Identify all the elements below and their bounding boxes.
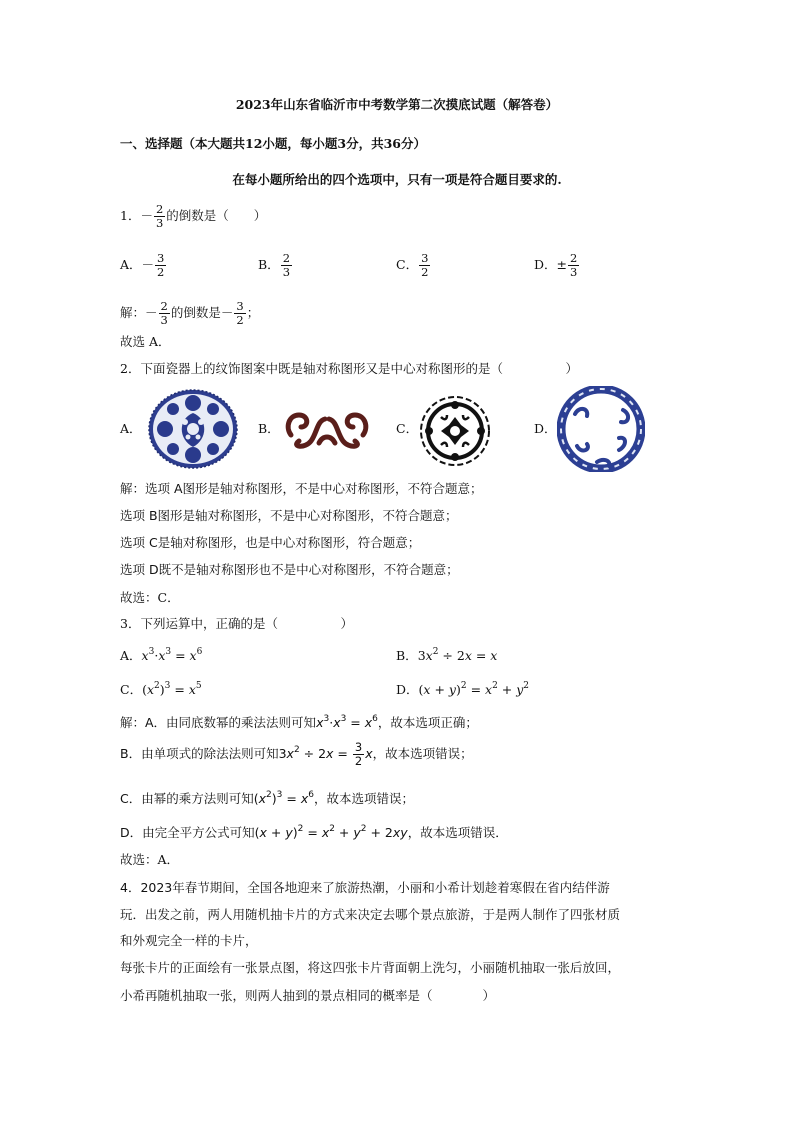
question-3-stem: 3．下列运算中，正确的是（ ） [120,616,353,631]
fraction: $\frac{2}{3}$ [155,202,164,230]
q4-stem-line-2: 玩．出发之前，两人用随机抽卡片的方式来决定去哪个景点旅游，于是两人制作了四张材质 [120,907,621,922]
page-title: 2023年山东省临沂市中考数学第二次摸底试题（解答卷） [235,97,559,112]
q4-stem-line-4: 每张卡片的正面绘有一张景点图，将这四张卡片背面朝上洗匀，小丽随机抽取一张后放回， [120,960,621,975]
q2-option-d-label[interactable]: D． [534,421,557,436]
q1-option-d[interactable]: D．± $\frac{2}{3}$ [534,251,578,279]
q3-solution-line-4: D．由完全平方公式可知$(x + y)^2 = x^2 + y^2 + 2xy$，故本选项错误． [120,824,508,840]
q2-answer: 故选：C． [120,590,180,605]
q4-stem-line-5: 小希再随机抽取一张，则两人抽到的景点相同的概率是（ ） [120,988,496,1003]
q3-option-a[interactable]: A．$x^3\cdot x^3 = x^6$ [120,647,203,663]
q1-option-a[interactable]: A．－ $\frac{3}{2}$ [120,251,165,279]
question-1-stem: 1．－ $\frac{2}{3}$ 的倒数是（ ） [120,202,267,230]
q1-option-b[interactable]: B． $\frac{2}{3}$ [258,251,291,279]
q3-answer: 故选：A． [120,852,180,867]
porcelain-pattern-b-image [283,405,371,451]
section-heading: 一、选择题（本大题共12小题，每小题3分，共36分） [120,136,426,151]
q3-solution-line-3: C．由幂的乘方法则可知$(x^2)^3 = x^6$，故本选项错误； [120,790,414,806]
q3-solution-line-1: 解：A．由同底数幂的乘法法则可知$x^3\cdot x^3 = x^6$，故本选项正确； [120,714,478,730]
q4-stem-line-1: 4．2023年春节期间，全国各地迎来了旅游热潮，小丽和小希计划趁着寒假在省内结伴游 [120,880,610,895]
q2-solution-line-1: 解：选项 A图形是轴对称图形，不是中心对称图形，不符合题意； [120,481,483,496]
porcelain-pattern-a-image [148,389,238,469]
q2-option-a-label[interactable]: A． [120,421,142,436]
q2-solution-line-3: 选项 C是轴对称图形，也是中心对称图形，符合题意； [120,535,421,550]
q3-solution-line-2: B．由单项式的除法法则可知$3x^2 \div 2x$ = $\frac{3}{2}$ x，故本选项错误； [120,740,473,768]
question-2-stem: 2．下面瓷器上的纹饰图案中既是轴对称图形又是中心对称图形的是（ ） [120,361,578,376]
q2-option-b-label[interactable]: B． [258,421,280,436]
q2-solution-line-4: 选项 D既不是轴对称图形也不是中心对称图形，不符合题意； [120,562,459,577]
q4-stem-line-3: 和外观完全一样的卡片， [120,933,258,948]
q3-option-c[interactable]: C．$(x^2)^3 = x^5$ [120,681,202,697]
q1-option-c[interactable]: C． $\frac{3}{2}$ [396,251,429,279]
porcelain-pattern-c-image [419,395,491,467]
q3-option-d[interactable]: D．$(x + y)^2 = x^2 + y^2$ [396,681,530,697]
q1-answer: 故选 A． [120,334,171,349]
q2-solution-line-2: 选项 B图形是轴对称图形，不是中心对称图形，不符合题意； [120,508,458,523]
q2-option-c-label[interactable]: C． [396,421,419,436]
instruction-text: 在每小题所给出的四个选项中，只有一项是符合题目要求的. [232,172,562,187]
q3-option-b[interactable]: B．$3x^2 \div 2x = x$ [396,647,498,663]
q1-solution: 解：－ $\frac{2}{3}$ 的倒数是－ $\frac{3}{2}$ ； [120,299,260,327]
porcelain-pattern-d-image [557,386,645,472]
